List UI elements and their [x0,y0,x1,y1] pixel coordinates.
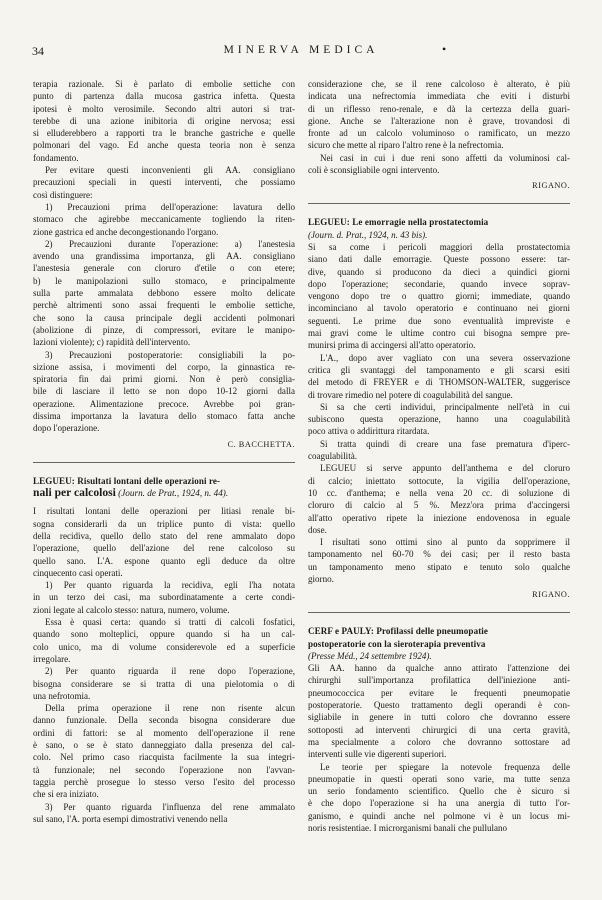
text-line: danno funzionale. Della seconda bisogna considerare due [33,715,295,726]
text-line: un serio fondamento scientifico. Quello che è sicuro si [308,786,570,797]
text-line: in un terzo dei casi, ma subordinatamente a certe condi- [33,592,295,603]
article-signature: RIGANO. [532,590,570,600]
article-gastric-precautions [33,78,295,451]
text-line: 10 cc. d'anthema; e nella vena 20 cc. di soluzione di [308,487,570,498]
text-line: incominciano al tavolo operatorio e continuano nei giorni [308,303,570,314]
text-line: dopo l'operazione. [33,423,100,434]
article-body [308,662,570,834]
text-line: è sano, o se è stato danneggiato dalla presenza del cal- [33,740,295,751]
text-line: Si sa come i pericoli maggiori della prostatectomia [308,241,570,252]
text-line: sizione assisa, i movimenti del corpo, la ginnastica re- [33,361,295,372]
text-line: 1) Per quanto riguarda la recidiva, egli l'ha notata [45,580,295,591]
text-line: L'A., dopo aver vagliato con una severa osservazione [320,352,570,363]
text-line: bisogna considerare se si tratta di una pielotomia o di [33,678,295,689]
article-body [33,78,295,435]
text-line: Si tratta quindi di creare una fase prematura d'iperc- [320,438,570,449]
text-line: pneumopatie in questi operati sono varie, ma tutte senza [308,773,570,784]
text-line: chirurghi sull'importanza profilattica dell'iniezione anti- [308,675,570,686]
article-divider [308,203,570,204]
text-line: così distinguere: [33,189,93,200]
article-divider [33,462,295,463]
text-line: dive, quando si producono da dieci a quindici giorni [308,266,570,277]
text-line: di trovare rimedio nel potere di coagulabilità del sangue. [308,389,513,400]
text-line: fondamento. [33,152,79,163]
article-title: LEGUEU: Le emorragie nella prostatectomia [308,217,489,228]
text-line: mai gravi come le ultime contro cui bisogna sempre pre- [308,328,570,339]
text-line: Gli AA. hanno da qualche anno attirato l'attenzione dei [308,663,570,674]
text-line: del metodo di FREYER e di THOMSON-WALTER, suggerisce [308,377,570,388]
text-line: postoperatorie. Questo trattamento degli operandi è con- [308,700,570,711]
article-body [33,505,295,825]
text-line: fronte ad un calcolo voluminoso o ramificato, un mezzo [308,128,570,139]
article-body [308,241,570,585]
text-line: dose. [308,524,327,535]
text-line: pneumococcica per evitare le frequenti pneumopatie [308,687,570,698]
text-line: che sono la causa principale degli accidenti polmonari [33,312,295,323]
article-renal-operations [33,475,295,826]
text-line: Per evitare questi inconvenienti gli AA. consigliano [45,165,295,176]
text-line: Essa è quasi certa: quando si tratti di calcoli fosfatici, [45,617,295,628]
text-line: gione. Anche se l'alterazione non è grave, trovandosi di [308,115,570,126]
text-line: 1) Precauzioni prima dell'operazione: lavatura dello [45,201,295,212]
text-line: terapia razionale. Si è parlato di embolie settiche con [33,79,295,89]
text-line: I risultati sono ottimi sino al punto da sopprimere il [320,537,570,548]
text-line: subiscono questa operazione, hanno una coagulabilità [308,414,570,425]
text-line: irregolare. [33,653,71,664]
article-citation: (Journ. d. Prat., 1924, n. 43 bis). [308,229,428,240]
text-line: 2) Precauzioni durante l'operazione: a) l'anestesia [45,238,295,249]
text-line: poco attiva o addirittura ritardata. [308,426,430,437]
text-line: Le teorie per spiegare la notevole frequenza delle [320,761,570,772]
text-line: tà funzionale; nel secondo l'operazione non l'avvan- [33,764,295,775]
text-line: sottoposti ad interventi chirurgici di una certa gravità, [308,724,570,735]
text-line: vengono dopo tre o quattro giorni; immediate, quando [308,291,570,302]
text-line: sulla parte ammalata debbono essere molto delicate [33,288,295,299]
text-line: munirsi prima di accingersi all'atto operatorio. [308,340,476,351]
text-line: una nefrotomia. [33,690,91,701]
text-line: zioni legate al calcolo stesso: natura, numero, volume. [33,604,230,615]
text-line: coagulabilità. [308,451,357,462]
article-renal-operations-continued [308,78,570,192]
text-line: 2) Per quanto riguarda il rene dopo l'operazione, [45,666,295,677]
text-line: colo. Nel primo caso riacquista facilmente la sua integri- [33,752,295,763]
text-line: perchè altrimenti sono assai frequenti le embolie settiche, [33,300,295,311]
text-line: Si sa che certi individui, principalmente nell'età in cui [320,401,570,412]
article-citation: (Presse Méd., 24 settembre 1924). [308,650,432,661]
text-line: I risultati lontani delle operazioni per litiasi renale bi- [33,506,295,517]
article-signature: RIGANO. [532,181,570,191]
text-line: LEGUEU si serve appunto dell'anthema e del cloruro [320,463,570,474]
text-line: quando sono molteplici, oppure quando si ha un cal- [33,629,295,640]
text-line: precauzioni speciali in questi interventi, che possiamo [33,177,295,188]
text-line: cinquecento casi operati. [33,567,123,578]
text-line: lazioni violente); c) rapidità dell'intervento. [33,337,191,348]
text-line: dopo l'operazione; secondarie, quando invece soprav- [308,278,570,289]
article-title-cont [33,487,295,500]
article-prostatectomy-hemorrhages [308,216,570,601]
text-line: ganismo, e quindi anche nel polmone vi è un locus mi- [308,810,570,821]
text-line: all'atto operativo ripete la iniezione endovenosa in eguale [308,512,570,523]
text-line: di calcio; iniettato sottocute, la vigilia dell'operazione, [308,475,570,486]
text-line: spiratoria fin dai primi giorni. Non è però consiglia- [33,374,295,385]
text-line: polmonari del vago. Ed anche questa teoria non è senza [33,140,295,151]
text-line: si elluderebbero a rapporti tra le branche gastriche e quelle [33,128,295,139]
text-line: taggia perchè prosegue lo stesso verso l'esito del processo [33,776,295,787]
text-line: zione gastrica ed anche decongestionando l'organo. [33,226,219,237]
text-line: avendo una grandissima importanza, gli AA. consigliano [33,251,295,262]
header-mark: • [442,42,447,56]
text-line: sul sano, l'A. porta esempi dimostrativi venendo nella [33,813,228,824]
text-line: 3) Per quanto riguarda l'influenza del rene ammalato [45,801,295,812]
text-line: ma specialmente a coloro che dovranno sottostare ad [308,736,570,747]
article-body [308,78,570,176]
text-line: sicuro che mette al riparo l'altro rene è la nefrectomia. [308,140,504,151]
article-title: LEGUEU: Risultati lontani delle operazioni re- [33,475,221,486]
text-line: coli è sconsigliabile ogni intervento. [308,165,440,176]
text-line: tamponamento nel 60-70 % dei casi; per il resto basta [308,549,570,560]
text-line: stomaco che agirebbe meccanicamente togliendo la riten- [33,214,295,225]
text-line: della recidiva, quello dello stato del rene ammalato dopo [33,531,295,541]
text-line: ordini di fattori: se al momento dell'operazione il rene [33,727,295,738]
article-title-line2: postoperatorie con la sieroterapia preventiva [308,638,486,649]
page-header [32,44,570,62]
text-line: considerazione che, se il rene calcoloso è alterato, è più [308,79,570,89]
text-line: b) le manipolazioni sullo stomaco, e principalmente [33,275,295,286]
right-column [308,78,570,834]
text-line: ipotesi è molto verosimile. Secondo altri autori si trat- [33,103,295,114]
article-signature: C. BACCHETTA. [227,439,295,449]
left-column [33,78,295,825]
text-line: giorno. [308,573,334,584]
text-line: siano dati dalle emorragie. Queste possono essere: tar- [308,254,570,265]
text-line: l'anestesia generale con cloruro d'etile o con etere; [33,263,295,274]
text-line: è che dopo l'operazione si ha una anergia di tutto l'or- [308,798,570,809]
journal-title: MINERVA MEDICA [223,44,379,56]
text-line: bile di lasciare il letto se non dopo 10-12 giorni dalla [33,386,295,397]
text-line: Nei casi in cui i due reni sono affetti da voluminosi cal- [320,152,570,163]
text-line: quello sano. L'A. espone quanto egli deduce da oltre [33,555,295,566]
text-line: che si era iniziato. [33,789,99,800]
text-line: seguenti. Le prime due sono eventualità impreviste e [308,315,570,326]
text-line: 3) Precauzioni postoperatorie: consigliabili la po- [45,349,295,360]
text-line: dissima importanza la lavatura dello stomaco fatta anche [33,411,295,422]
text-line: di un riflesso reno-renale, e dà la certezza della guari- [308,103,570,114]
text-line: indicata una nefrectomia immediata che eviti i disturbi [308,91,570,102]
article-divider [308,612,570,613]
text-line: un tamponamento meno stipato e tenuto solo qualche [308,561,570,572]
text-line: colo unico, ma di volume considerevole ed a superficie [33,641,295,652]
text-line: sigliabile in genere in tutti coloro che dovranno essere [308,712,570,723]
text-line: Della prima operazione il rene non risente alcun [45,703,295,714]
text-line: operazione. Alimentazione precoce. Avrebbe poi gran- [33,398,295,409]
text-line: terebbe di una azione inibitoria di origine nervosa; essi [33,115,295,126]
text-line: cloruro di calcio al 5 %. Mezz'ora prima d'accingersi [308,500,570,511]
text-line: l'operazione, quello dell'azione del rene calcoloso su [33,543,295,554]
text-line: critica gli svantaggi del tamponamento e gli scarsi esiti [308,364,570,375]
text-line: punto di partenza dalla mucosa gastrica infetta. Questa [33,91,295,102]
article-title: CERF e PAULY: Profilassi delle pneumopatie [308,626,489,637]
text-line: interventi sulle vie digerenti superiori. [308,749,447,760]
text-line: (abolizione di pinze, di compressori, evitare le manipo- [33,324,295,335]
article-pneumopathy-prophylaxis [308,625,570,834]
article-title-line2: nali per calcolosi [33,486,116,499]
page-number: 34 [32,44,44,58]
article-citation: (Journ. de Prat., 1924, n. 44). [118,487,229,498]
text-line: sogna considerarli da un triplice punto di vista: quello [33,518,295,529]
text-line: noris resistentiae. I microrganismi banali che pullulano [308,823,508,834]
